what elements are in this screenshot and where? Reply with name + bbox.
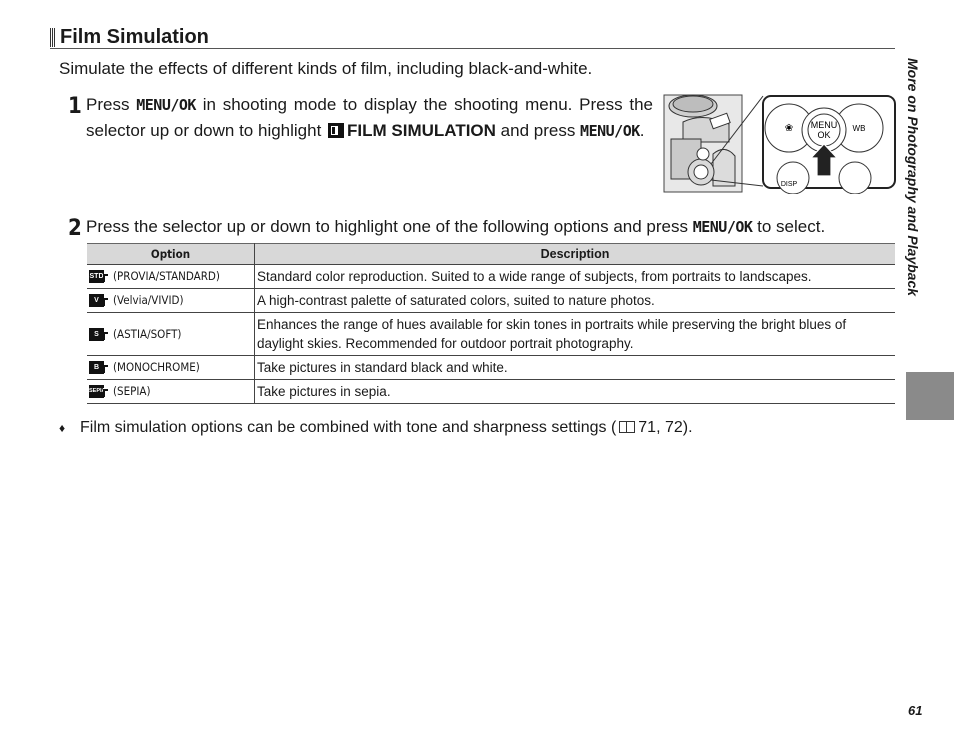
film-simulation-icon — [328, 123, 344, 138]
film-simulation-menu-item: FILM SIMULATION — [347, 121, 496, 140]
column-header-option: Option — [87, 244, 255, 265]
table-row — [87, 265, 895, 289]
option-cell: STD (PROVIA/STANDARD) — [87, 265, 255, 289]
side-chapter-label: More on Photography and Playback — [905, 58, 921, 297]
table-row — [87, 313, 895, 356]
description-cell: Take pictures in standard black and white. — [255, 356, 896, 380]
wb-button-label: WB — [852, 124, 866, 133]
table-header-row — [87, 244, 895, 265]
menu-ok-label: MENU/OK — [692, 218, 753, 236]
step-1-number: 1 — [68, 94, 82, 119]
page-title: Film Simulation — [60, 26, 209, 48]
note: ♦ Film simulation options can be combined with tone and sharpness settings ( 71, 72). — [59, 417, 693, 439]
disp-button-label: DISP — [780, 181, 798, 188]
menu-ok-label: MENU/OK — [580, 122, 640, 140]
sepia-icon: SEPIA — [89, 385, 108, 398]
column-header-description: Description — [255, 244, 896, 265]
menu-button-label: MENU — [810, 120, 838, 130]
camera-illustration — [663, 94, 897, 194]
section-heading — [50, 26, 895, 49]
option-cell: S (ASTIA/SOFT) — [87, 313, 255, 356]
side-chapter-tab — [893, 50, 933, 370]
description-cell: Standard color reproduction. Suited to a wide range of subjects, from portraits to landscapes. — [255, 265, 896, 289]
heading-bar-decoration — [50, 28, 55, 47]
table-row — [87, 380, 895, 404]
page-number: 61 — [908, 703, 923, 718]
velvia-vivid-icon: V — [89, 294, 108, 307]
description-cell: Enhances the range of hues available for skin tones in portraits while preserving the bright blues of daylight skies. Recommended for outdoor portrait photography. — [255, 313, 896, 356]
step-2-number: 2 — [68, 216, 82, 241]
camera-back-drawing — [663, 94, 897, 194]
provia-standard-icon: STD — [89, 270, 108, 283]
macro-icon: ❀ — [784, 123, 794, 134]
table-row — [87, 289, 895, 313]
step-1-text: Press MENU/OK in shooting mode to display the shooting menu. Press the selector up or down to highlight FILM SIMULATION and press MENU/OK. — [86, 95, 653, 140]
description-cell: A high-contrast palette of saturated colors, suited to nature photos. — [255, 289, 896, 313]
ok-button-label: OK — [817, 130, 831, 140]
step-2-text: Press the selector up or down to highlight one of the following options and press MENU/OK to select. — [86, 217, 826, 236]
description-cell: Take pictures in sepia. — [255, 380, 896, 404]
side-chapter-marker — [906, 372, 954, 420]
option-cell: V (Velvia/VIVID) — [87, 289, 255, 313]
table-row — [87, 356, 895, 380]
option-cell: B (MONOCHROME) — [87, 356, 255, 380]
monochrome-icon: B — [89, 361, 108, 374]
note-tag-icon: ♦ — [59, 421, 66, 435]
intro-text: Simulate the effects of different kinds of film, including black-and-white. — [59, 59, 593, 78]
page-reference-icon — [619, 421, 635, 433]
film-simulation-options-table — [87, 243, 895, 404]
menu-ok-label: MENU/OK — [136, 96, 196, 114]
option-cell: SEPIA (SEPIA) — [87, 380, 255, 404]
astia-soft-icon: S — [89, 328, 108, 341]
